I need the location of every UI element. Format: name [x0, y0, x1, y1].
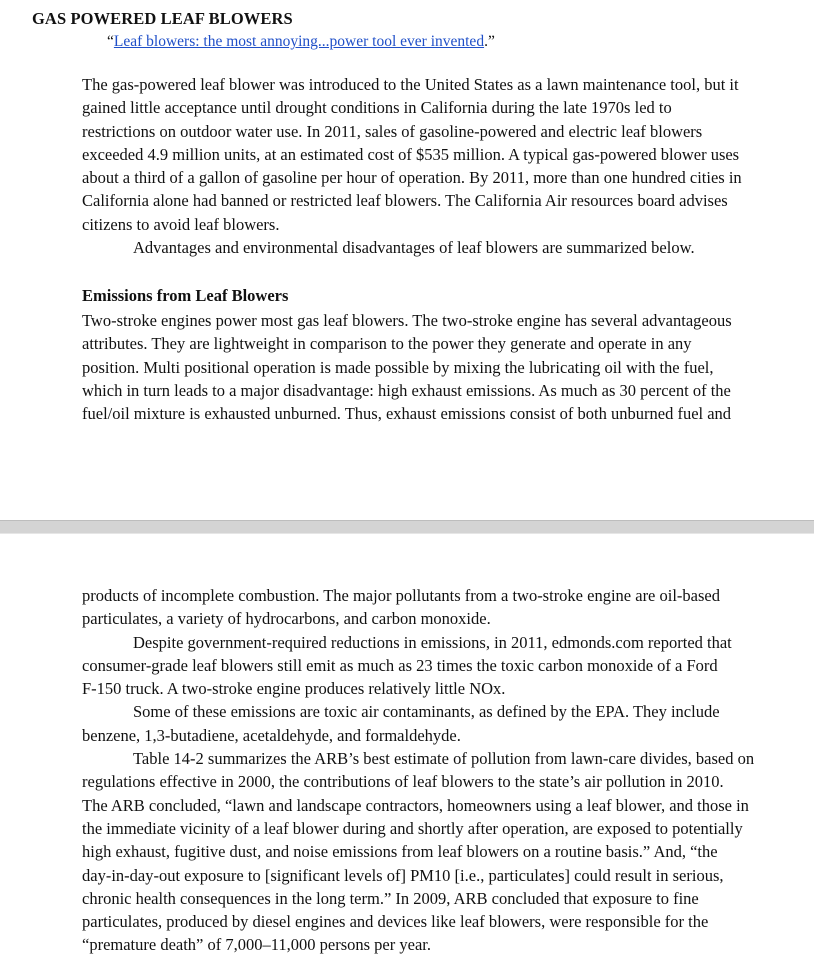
text-line: high exhaust, fugitive dust, and noise emissions from leaf blowers on a routine basis.” And, “the [82, 842, 718, 862]
text-line: attributes. They are lightweight in comparison to the power they generate and operate in any [82, 334, 692, 354]
text-line: gained little acceptance until drought conditions in California during the late 1970s led to [82, 98, 672, 118]
text-line: about a third of a gallon of gasoline per hour of operation. By 2011, more than one hundred cities in [82, 168, 742, 188]
quote-link[interactable]: Leaf blowers: the most annoying...power tool ever invented [113, 33, 485, 50]
text-line: F-150 truck. A two-stroke engine produces relatively little NOx. [82, 679, 506, 699]
text-line: products of incomplete combustion. The major pollutants from a two-stroke engine are oil-based [82, 586, 720, 605]
text-line: which in turn leads to a major disadvantage: high exhaust emissions. As much as 30 percent of the [82, 380, 731, 400]
text-line: exceeded 4.9 million units, at an estimated cost of $535 million. A typical gas-powered blower uses [82, 144, 740, 164]
emissions-paragraph [82, 309, 804, 425]
text-line: Two-stroke engines power most gas leaf blowers. The two-stroke engine has several advantageous [82, 311, 732, 330]
text-line: Table 14-2 summarizes the ARB’s best estimate of pollution from lawn-care divides, based on [133, 749, 755, 769]
section-heading: Emissions from Leaf Blowers [82, 286, 289, 305]
text-line: regulations effective in 2000, the contributions of leaf blowers to the state’s air pollution in 2010. [82, 772, 724, 792]
document-page-2 [0, 534, 814, 968]
page-title: GAS POWERED LEAF BLOWERS [32, 9, 293, 28]
text-line: day-in-day-out exposure to [significant levels of] PM10 [i.e., particulates] could result in serious, [82, 865, 724, 885]
page2-paragraphs [82, 584, 804, 957]
text-line: fuel/oil mixture is exhausted unburned. Thus, exhaust emissions consist of both unburned fuel and [82, 404, 732, 424]
summary-line: Advantages and environmental disadvantages of leaf blowers are summarized below. [133, 238, 695, 258]
text-line: chronic health consequences in the long term.” In 2009, ARB concluded that exposure to fine [82, 888, 699, 908]
text-line: position. Multi positional operation is made possible by mixing the lubricating oil with the fuel, [82, 357, 714, 377]
page-break-divider [0, 520, 814, 534]
quote-open-mark: “ [107, 33, 114, 50]
text-line: Some of these emissions are toxic air contaminants, as defined by the EPA. They include [133, 702, 720, 722]
text-line: The ARB concluded, “lawn and landscape contractors, homeowners using a leaf blower, and those in [82, 795, 749, 815]
text-line: consumer-grade leaf blowers still emit as much as 23 times the toxic carbon monoxide of a Ford [82, 655, 718, 675]
text-line: Despite government-required reductions in emissions, in 2011, edmonds.com reported that [133, 632, 732, 652]
text-line: “premature death” of 7,000–11,000 persons per year. [82, 935, 431, 955]
text-line: benzene, 1,3-butadiene, acetaldehyde, and formaldehyde. [82, 725, 461, 745]
quote-line [107, 33, 495, 51]
quote-close-mark: .” [484, 33, 495, 50]
intro-paragraph [82, 73, 804, 259]
text-line: particulates, produced by diesel engines and devices like leaf blowers, were responsible for the [82, 912, 709, 932]
text-line: The gas-powered leaf blower was introduced to the United States as a lawn maintenance tool, but it [82, 75, 739, 94]
text-line: California alone had banned or restricted leaf blowers. The California Air resources board advises [82, 191, 728, 211]
text-line: restrictions on outdoor water use. In 2011, sales of gasoline-powered and electric leaf blowers [82, 121, 703, 141]
text-line: citizens to avoid leaf blowers. [82, 214, 280, 234]
text-line: the immediate vicinity of a leaf blower during and shortly after operation, are exposed to potentially [82, 818, 743, 838]
text-line: particulates, a variety of hydrocarbons, and carbon monoxide. [82, 609, 491, 629]
